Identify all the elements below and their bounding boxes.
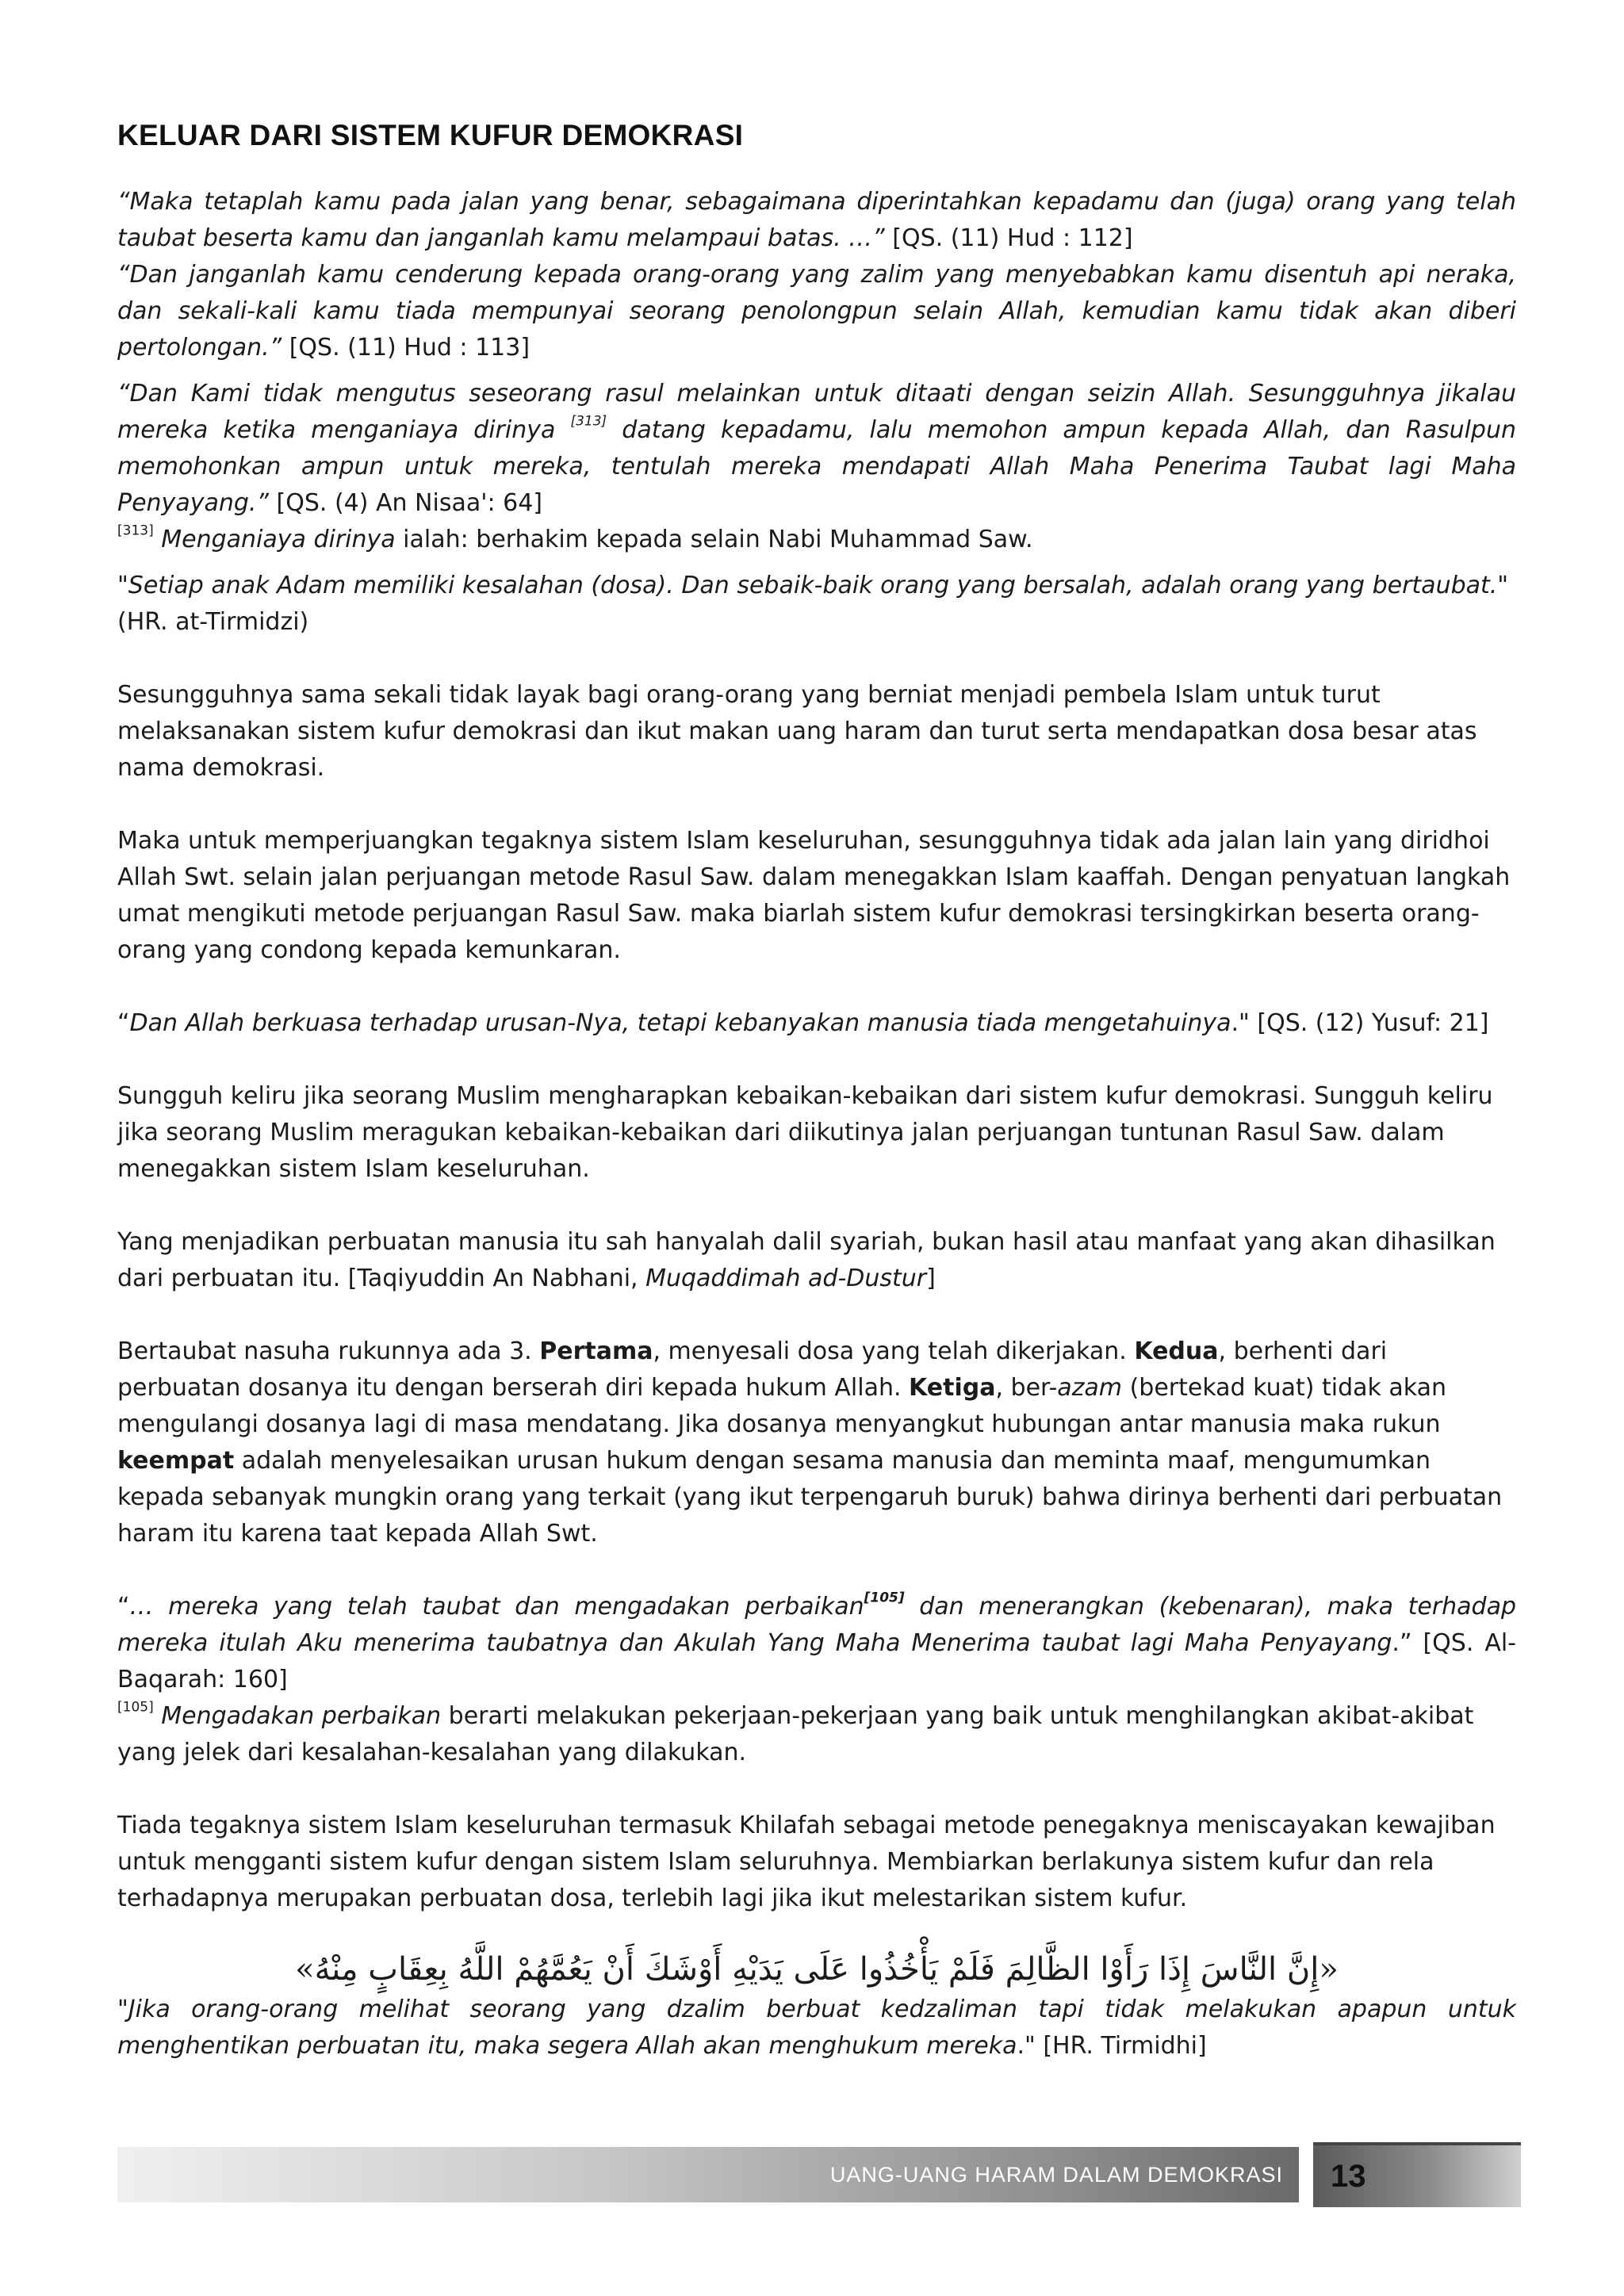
quote-al-baqarah-160 — [117, 1589, 1516, 1698]
quote-yusuf-21 — [117, 1005, 1516, 1042]
quote-text: … mereka yang telah taubat dan mengadakan perbaikan — [129, 1593, 864, 1621]
paragraph-text: ] — [926, 1265, 936, 1292]
footnote-term: Menganiaya dirinya — [153, 526, 396, 553]
quote-text: “Maka tetaplah kamu pada jalan yang benar, sebagaimana diperintahkan kepadamu dan (juga) orang yang telah taubat beserta kamu dan janganlah kamu melampaui batas. …” — [117, 188, 1516, 252]
footnote-text: ialah: berhakim kepada selain Nabi Muhammad Saw. — [395, 526, 1033, 553]
bold-term: Pertama — [539, 1337, 653, 1365]
quote-an-nisaa-64 — [117, 376, 1516, 522]
footnote-marker: [313] — [117, 522, 154, 539]
footnote-105 — [117, 1698, 1516, 1771]
quote-open: “ — [117, 1009, 130, 1037]
page-number: 13 — [1331, 2159, 1366, 2194]
quote-ref: [QS. (11) Hud : 112] — [884, 224, 1133, 252]
quote-text: datang kepadamu, lalu memohon ampun kepada Allah, dan Rasulpun memohonkan ampun untuk mereka, tentulah mereka mendapati Allah Maha Penerima Taubat lagi Maha Penyayang.” — [117, 416, 1516, 517]
quote-text: Dan Allah berkuasa terhadap urusan-Nya, tetapi kebanyakan manusia tiada mengetahuinya — [129, 1009, 1231, 1037]
paragraph-text: , ber- — [995, 1374, 1058, 1402]
paragraph-text: Yang menjadikan perbuatan manusia itu sah hanyalah dalil syariah, bukan hasil atau manfaat yang akan dihasilkan dari perbuatan itu. [Taqiyuddin An Nabhani, — [117, 1228, 1496, 1292]
quote-text: dan menerangkan (kebenaran), maka terhadap mereka itulah Aku menerima taubatnya dan Akulah Yang Maha Menerima taubat lagi Maha Penyayang — [117, 1593, 1516, 1657]
quote-ref: .” [QS. Al-Baqarah: 160] — [117, 1629, 1517, 1693]
paragraph-1: Sesungguhnya sama sekali tidak layak bagi orang-orang yang berniat menjadi pembela Islam untuk turut melaksanakan sistem kufur demokrasi dan ikut makan uang haram dan turut serta mendapatkan dosa besar atas nama demokrasi. — [117, 681, 1477, 782]
paragraph-text: , berhenti dari perbuatan dosanya itu dengan berserah diri kepada hukum Allah. — [117, 1337, 1388, 1402]
page-content — [117, 119, 1516, 2064]
quote-ref: ." [QS. (12) Yusuf: 21] — [1231, 1009, 1489, 1037]
hadith-text: "Setiap anak Adam memiliki kesalahan (dosa). Dan sebaik-baik orang yang bersalah, adalah orang yang bertaubat." — [117, 572, 1509, 599]
paragraph-text: (bertekad kuat) tidak akan mengulangi dosanya lagi di masa mendatang. Jika dosanya menyangkut hubungan antar manusia maka rukun — [117, 1374, 1447, 1438]
page-footer — [117, 2142, 1521, 2207]
footnote-term: Mengadakan perbaikan — [153, 1702, 442, 1730]
quote-open: “ — [117, 1593, 130, 1621]
paragraph-6: Tiada tegaknya sistem Islam keseluruhan termasuk Khilafah sebagai metode penegaknya meniscayakan kewajiban untuk mengganti sistem kufur dengan sistem Islam seluruhnya. Membiarkan berlakunya sistem kufur dan rela terhadapnya merupakan perbuatan dosa, terlebih lagi jika ikut melestarikan sistem kufur. — [117, 1812, 1496, 1912]
paragraph-text: Bertaubat nasuha rukunnya ada 3. — [117, 1337, 540, 1365]
hadith-tirmidzi — [117, 568, 1516, 641]
bold-term: Kedua — [1134, 1337, 1219, 1365]
quote-text: “Dan Kami tidak mengutus seseorang rasul melainkan untuk ditaati dengan seizin Allah. Sesungguhnya jikalau mereka ketika menganiaya dirinya — [117, 380, 1516, 444]
footnote-313 — [117, 522, 1516, 558]
book-title: Muqaddimah ad-Dustur — [645, 1265, 927, 1292]
footer-book-title: UANG-UANG HARAM DALAM DEMOKRASI — [829, 2163, 1283, 2187]
quote-text: “Dan janganlah kamu cenderung kepada orang-orang yang zalim yang menyebabkan kamu disentuh api neraka, dan sekali-kali kamu tiada mempunyai seorang penolongpun selain Allah, kemudian kamu tidak akan diberi pertolongan.” — [117, 261, 1516, 362]
italic-term: azam — [1057, 1374, 1123, 1402]
bold-term: Ketiga — [909, 1374, 996, 1402]
paragraph-2: Maka untuk memperjuangkan tegaknya sistem Islam keseluruhan, sesungguhnya tidak ada jalan lain yang diridhoi Allah Swt. selain jalan perjuangan metode Rasul Saw. dalam menegakkan Islam kaaffah. Dengan penyatuan langkah umat mengikuti metode perjuangan Rasul Saw. maka biarlah sistem kufur demokrasi tersingkirkan beserta orang-orang yang condong kepada kemunkaran. — [117, 827, 1511, 964]
hadith-ref: (HR. at-Tirmidzi) — [117, 608, 309, 636]
paragraph-text: , menyesali dosa yang telah dikerjakan. — [653, 1337, 1135, 1365]
quote-open: " — [117, 1996, 128, 2023]
paragraph-3: Sungguh keliru jika seorang Muslim mengharapkan kebaikan-kebaikan dari sistem kufur demokrasi. Sungguh keliru jika seorang Muslim meragukan kebaikan-kebaikan dari diikutinya jalan perjuangan tuntunan Rasul Saw. dalam menegakkan sistem Islam keseluruhan. — [117, 1082, 1493, 1183]
footnote-text: berarti melakukan pekerjaan-pekerjaan yang baik untuk menghilangkan akibat-akibat yang jelek dari kesalahan-kesalahan yang dilakukan. — [117, 1702, 1474, 1766]
quote-ref: [QS. (11) Hud : 113] — [282, 334, 530, 362]
bold-term: keempat — [117, 1447, 235, 1475]
arabic-hadith: «إِنَّ النَّاسَ إِذَا رَأَوْا الظَّالِمَ فَلَمْ يَأْخُذُوا عَلَى يَدَيْهِ أَوْشَكَ أَنْ يَعُمَّهُمْ اللَّهُ بِعِقَابٍ مِنْهُ» — [295, 1951, 1339, 1988]
paragraph-taubat-nasuha — [117, 1334, 1516, 1552]
paragraph-text: adalah menyelesaikan urusan hukum dengan sesama manusia dan meminta maaf, mengumumkan kepada sebanyak mungkin orang yang terkait (yang ikut terpengaruh buruk) bahwa dirinya berhenti dari perbuatan haram itu karena taat kepada Allah Swt. — [117, 1447, 1503, 1548]
hadith-ref: ." [HR. Tirmidhi] — [1017, 2032, 1207, 2060]
quote-hud-113 — [117, 257, 1516, 366]
footnote-marker: [105] — [117, 1699, 154, 1716]
footnote-marker: [105] — [864, 1590, 905, 1606]
page-title: KELUAR DARI SISTEM KUFUR DEMOKRASI — [117, 119, 744, 151]
quote-hud-112 — [117, 184, 1516, 257]
paragraph-4 — [117, 1224, 1516, 1297]
hadith-text: Jika orang-orang melihat seorang yang dzalim berbuat kedzaliman tapi tidak melakukan apapun untuk menghentikan perbuatan itu, maka segera Allah akan menghukum mereka — [117, 1996, 1516, 2060]
footnote-marker: [313] — [570, 413, 607, 430]
quote-ref: [QS. (4) An Nisaa': 64] — [268, 489, 542, 517]
hadith-tirmidhi-translation — [117, 1992, 1516, 2064]
